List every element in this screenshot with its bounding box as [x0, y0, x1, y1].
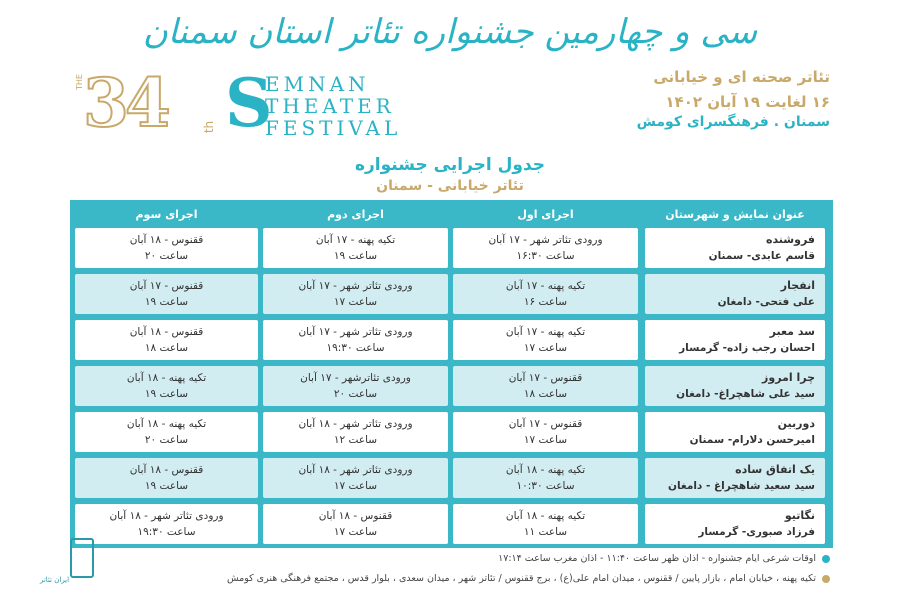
logo-th: th: [202, 120, 217, 134]
show-author: علی فتحی- دامغان: [717, 296, 815, 308]
performance-venue-date: ورودی تئاتر شهر - ۱۸ آبان: [298, 464, 413, 476]
show-title: انفجار: [780, 279, 815, 292]
performance-venue-date: ققنوس - ۱۸ آبان: [318, 510, 393, 522]
footer-venues: [95, 573, 830, 584]
performance-venue-date: ققنوس - ۱۷ آبان: [508, 372, 583, 384]
performance-cell-p3: [75, 366, 258, 406]
show-author: قاسم عابدی- سمنان: [708, 250, 815, 262]
show-author: امیرحسن دلارام- سمنان: [689, 434, 815, 446]
show-title: سد معبر: [769, 325, 815, 338]
footer-prayer-times: [95, 553, 830, 564]
logo-number: 34: [83, 64, 167, 142]
subtitle-dates: ۱۶ لغایت ۱۹ آبان ۱۴۰۲: [665, 93, 830, 111]
performance-time: ساعت ۱۹: [144, 480, 189, 492]
performance-venue-date: تکیه پهنه - ۱۷ آبان: [315, 234, 396, 246]
performance-time: ساعت ۱۹: [333, 250, 378, 262]
performance-cell-p2: [263, 274, 448, 314]
footer-line2: تکیه پهنه ، خیابان امام ، بازار پایین / ققنوس ، میدان امام علی(ع) ، برج ققنوس / تئاتر شهر ، میدان سعدی ، بلوار قدس ، مجتمع فرهنگی هنری کومش: [227, 573, 816, 584]
show-cell: [645, 366, 825, 406]
header-perf3: اجرای سوم: [135, 208, 198, 221]
performance-time: ساعت ۱۶:۳۰: [516, 250, 575, 262]
performance-cell-p3: [75, 412, 258, 452]
performance-cell-p1: [453, 366, 638, 406]
gold-dot-icon: [822, 575, 830, 583]
show-title: فروشنده: [765, 233, 815, 246]
performance-cell-p3: [75, 274, 258, 314]
performance-venue-date: ورودی تئاتر شهر - ۱۸ آبان: [109, 510, 224, 522]
performance-time: ساعت ۱۹: [144, 388, 189, 400]
performance-time: ساعت ۱۰:۳۰: [516, 480, 575, 492]
performance-cell-p3: [75, 320, 258, 360]
performance-cell-p1: [453, 504, 638, 544]
performance-venue-date: ورودی تئاتر شهر - ۱۷ آبان: [298, 326, 413, 338]
performance-cell-p2: [263, 458, 448, 498]
performance-venue-date: ققنوس - ۱۷ آبان: [508, 418, 583, 430]
show-title: چرا امروز: [762, 371, 815, 384]
performance-cell-p1: [453, 412, 638, 452]
header-perf1: اجرای اول: [517, 208, 574, 221]
performance-time: ساعت ۱۷: [333, 480, 378, 492]
watermark-text: ایران تئاتر: [40, 576, 70, 584]
performance-time: ساعت ۱۸: [144, 342, 189, 354]
performance-time: ساعت ۱۹:۳۰: [326, 342, 385, 354]
schedule-title: جدول اجرایی جشنواره: [354, 155, 546, 175]
performance-venue-date: ورودی تئاتر شهر - ۱۷ آبان: [488, 234, 603, 246]
performance-time: ساعت ۲۰: [144, 434, 189, 446]
performance-venue-date: تکیه پهنه - ۱۸ آبان: [505, 464, 586, 476]
show-cell: [645, 504, 825, 544]
performance-venue-date: ققنوس - ۱۸ آبان: [129, 234, 204, 246]
header-perf2: اجرای دوم: [327, 208, 384, 221]
logo-the: THE: [75, 74, 84, 90]
show-author: فرزاد صبوری- گرمسار: [698, 526, 815, 538]
performance-cell-p2: [263, 412, 448, 452]
performance-cell-p2: [263, 320, 448, 360]
show-cell: [645, 412, 825, 452]
performance-time: ساعت ۱۲: [333, 434, 378, 446]
performance-time: ساعت ۱۷: [333, 296, 378, 308]
logo-line-semnan: EMNAN: [265, 72, 370, 96]
performance-venue-date: تکیه پهنه - ۱۷ آبان: [505, 280, 586, 292]
show-title: یک اتفاق ساده: [735, 463, 815, 476]
performance-time: ساعت ۱۷: [523, 434, 568, 446]
performance-cell-p1: [453, 320, 638, 360]
performance-cell-p1: [453, 458, 638, 498]
iran-theater-icon: [70, 538, 94, 578]
performance-cell-p1: [453, 228, 638, 268]
show-cell: [645, 458, 825, 498]
performance-cell-p2: [263, 366, 448, 406]
performance-venue-date: ورودی تئاترشهر - ۱۷ آبان: [300, 372, 411, 384]
performance-venue-date: ققنوس - ۱۸ آبان: [129, 326, 204, 338]
show-cell: [645, 274, 825, 314]
subtitle-type: تئاتر صحنه ای و خیابانی: [653, 68, 830, 86]
schedule-subtitle: تئاتر خیابانی - سمنان: [376, 178, 524, 194]
performance-cell-p1: [453, 274, 638, 314]
performance-venue-date: ققنوس - ۱۷ آبان: [129, 280, 204, 292]
performance-time: ساعت ۱۶: [523, 296, 568, 308]
performance-venue-date: ورودی تئاتر شهر - ۱۷ آبان: [298, 280, 413, 292]
performance-venue-date: ققنوس - ۱۸ آبان: [129, 464, 204, 476]
performance-cell-p3: [75, 228, 258, 268]
show-title: نگاتیو: [784, 509, 815, 522]
festival-title: سی و چهارمین جشنواره تئاتر استان سمنان: [142, 12, 758, 52]
footer-line1: اوقات شرعی ایام جشنواره - اذان ظهر ساعت ۱۱:۴۰ - اذان مغرب ساعت ۱۷:۱۴: [498, 553, 816, 564]
performance-cell-p3: [75, 504, 258, 544]
logo-line-festival: FESTIVAL: [265, 116, 402, 140]
performance-venue-date: تکیه پهنه - ۱۷ آبان: [505, 326, 586, 338]
performance-venue-date: ورودی تئاتر شهر - ۱۸ آبان: [298, 418, 413, 430]
performance-venue-date: تکیه پهنه - ۱۸ آبان: [505, 510, 586, 522]
performance-time: ساعت ۱۷: [523, 342, 568, 354]
show-author: احسان رجب زاده- گرمسار: [679, 342, 815, 354]
show-author: سید سعید شاهچراغ - دامغان: [668, 480, 815, 492]
show-cell: [645, 320, 825, 360]
performance-cell-p2: [263, 228, 448, 268]
performance-time: ساعت ۲۰: [144, 250, 189, 262]
logo-s: S: [225, 64, 273, 142]
performance-time: ساعت ۱۷: [333, 526, 378, 538]
performance-time: ساعت ۱۱: [523, 526, 568, 538]
show-title: دوربین: [777, 417, 815, 430]
performance-time: ساعت ۲۰: [333, 388, 378, 400]
header-title-col: عنوان نمایش و شهرستان: [665, 208, 805, 221]
watermark-logo: [40, 538, 98, 594]
teal-dot-icon: [822, 555, 830, 563]
performance-time: ساعت ۱۹:۳۰: [137, 526, 196, 538]
performance-venue-date: تکیه پهنه - ۱۸ آبان: [126, 372, 207, 384]
performance-venue-date: تکیه پهنه - ۱۸ آبان: [126, 418, 207, 430]
performance-time: ساعت ۱۸: [523, 388, 568, 400]
show-author: سید علی شاهچراغ- دامغان: [676, 388, 815, 400]
show-cell: [645, 228, 825, 268]
festival-logo: [75, 64, 435, 142]
subtitle-venue: سمنان . فرهنگسرای کومش: [636, 114, 830, 130]
performance-cell-p3: [75, 458, 258, 498]
performance-cell-p2: [263, 504, 448, 544]
performance-time: ساعت ۱۹: [144, 296, 189, 308]
logo-line-theater: THEATER: [265, 94, 395, 118]
